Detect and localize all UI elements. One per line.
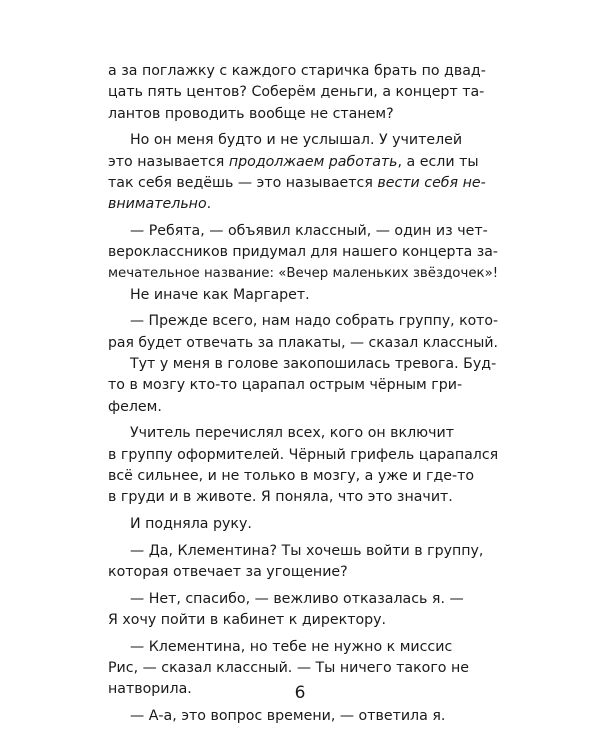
text-line [108,311,498,332]
text-line [108,610,498,631]
line-text: Тут у меня в голове закопошилась тревога. Буд- [130,356,497,373]
text-line [108,333,498,354]
line-text: И подняла руку. [130,515,252,532]
line-text: , а если ты [397,153,479,170]
text-line [108,466,498,487]
line-text: — А-а, это вопрос времени, — ответила я. [130,707,446,724]
text-line [108,61,498,82]
line-text: — Клементина, но тебе не нужно к миссис [130,638,453,655]
text-line [108,354,498,375]
text-line [108,285,498,306]
text-line [108,589,498,610]
italic-text: вести себя не- [377,174,486,191]
line-text: то в мозгу кто-то царапал острым чёрным гри- [108,377,463,394]
line-text: цать пять центов? Соберём деньги, а концерт та- [108,84,485,101]
line-text: вероклассников придумал для нашего концерта за- [108,244,498,261]
text-line [108,82,498,103]
line-text: натворила. [108,681,192,698]
text-line [108,104,498,125]
text-line [108,562,498,583]
line-text: в груди и в животе. Я поняла, что это значит. [108,489,453,506]
text-line [108,541,498,562]
line-text: Рис, — сказал классный. — Ты ничего такого не [108,659,470,676]
line-text: Но он меня будто и не услышал. У учителей [130,132,463,149]
line-text: мечательное название: «Вечер маленьких звёздочек»! [108,266,499,282]
line-text: лантов проводить вообще не станем? [108,105,394,122]
text-line [108,423,498,444]
line-text: — Да, Клементина? Ты хочешь войти в группу, [130,542,484,559]
line-text: так себя ведёшь — это называется [108,174,378,191]
text-line [108,706,498,727]
line-text: всё сильнее, и не только в мозгу, а уже и где-то [108,467,475,484]
line-text: — Нет, спасибо, — вежливо отказалась я. — [130,590,464,607]
line-text: в группу оформителей. Чёрный грифель царапался [108,446,499,463]
text-line [108,445,498,466]
text-line [108,152,498,173]
text-line [108,263,498,284]
text-line [108,658,498,679]
text-line [108,637,498,658]
line-text: это называется [108,153,229,170]
line-text: Я хочу пойти в кабинет к директору. [108,611,387,628]
line-text: — Прежде всего, нам надо собрать группу, кото- [130,313,499,330]
body-text [108,61,498,727]
line-text: Не иначе как Маргарет. [130,286,310,303]
text-line [108,397,498,418]
line-text: рая будет отвечать за плакаты, — сказал классный. [108,334,498,351]
line-text: которая отвечает за угощение? [108,563,348,580]
text-line [108,514,498,535]
text-line [108,487,498,508]
line-text: фелем. [108,398,162,415]
text-line [108,173,498,194]
text-line [108,242,498,263]
line-text: — Ребята, — объявил классный, — один из чет- [130,222,488,239]
page-number: 6 [294,683,306,703]
line-text: . [206,196,212,213]
text-line [108,375,498,396]
line-text: а за поглажку с каждого старичка брать по двад- [108,63,486,79]
text-line [108,194,498,215]
italic-text: внимательно [108,196,207,213]
text-line [108,221,498,242]
italic-text: продолжаем работать [228,153,398,170]
text-line [108,130,498,151]
line-text: Учитель перечислял всех, кого он включит [130,425,454,442]
